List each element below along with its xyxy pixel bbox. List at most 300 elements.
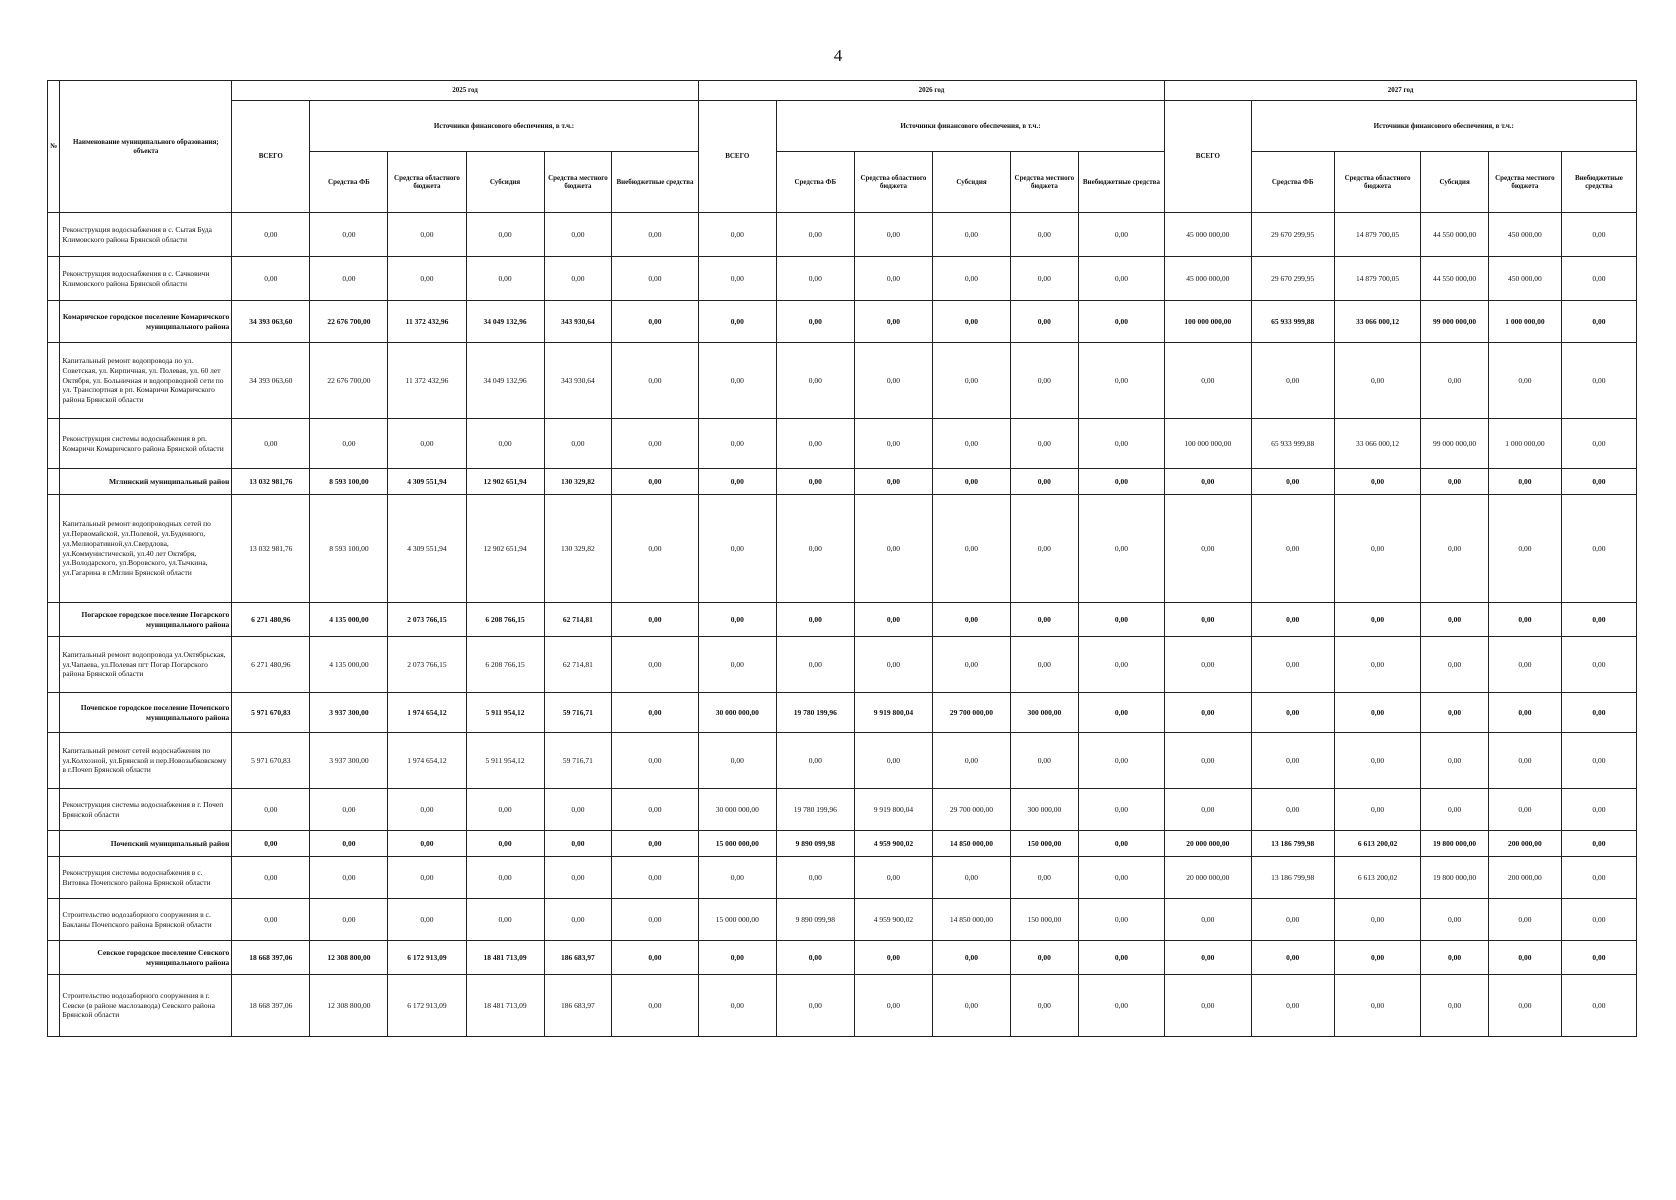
value-cell-2026-local: 0,00: [1011, 495, 1079, 603]
value-cell-2026-subsidy: 0,00: [932, 213, 1010, 257]
value-cell-2026-fb: 19 780 199,96: [776, 789, 854, 831]
col-header-regional: Средства областного бюджета: [1334, 152, 1420, 213]
value-cell-2025-subsidy: 5 911 954,12: [466, 733, 544, 789]
number-header: №: [48, 81, 60, 213]
value-cell-2026-total: 0,00: [698, 857, 776, 899]
value-cell-2025-fb: 3 937 300,00: [310, 693, 388, 733]
value-cell-2025-subsidy: 6 208 766,15: [466, 603, 544, 637]
value-cell-2025-subsidy: 0,00: [466, 857, 544, 899]
value-cell-2027-extrabudget: 0,00: [1561, 831, 1636, 857]
value-cell-2026-total: 0,00: [698, 343, 776, 419]
value-cell-2026-subsidy: 0,00: [932, 857, 1010, 899]
value-cell-2027-subsidy: 44 550 000,00: [1421, 213, 1489, 257]
value-cell-2025-total: 0,00: [232, 789, 310, 831]
value-cell-2025-subsidy: 0,00: [466, 789, 544, 831]
object-row: [48, 213, 1637, 257]
value-cell-2027-subsidy: 0,00: [1421, 941, 1489, 975]
value-cell-2026-regional: 0,00: [854, 733, 932, 789]
value-cell-2026-regional: 0,00: [854, 301, 932, 343]
value-cell-2025-subsidy: 6 208 766,15: [466, 637, 544, 693]
value-cell-2025-extrabudget: 0,00: [612, 213, 698, 257]
value-cell-2027-fb: 65 933 999,88: [1251, 301, 1334, 343]
value-cell-2025-local: 0,00: [544, 899, 612, 941]
value-cell-2026-fb: 0,00: [776, 301, 854, 343]
value-cell-2027-total: 0,00: [1165, 495, 1251, 603]
row-number-cell: [48, 733, 60, 789]
value-cell-2027-extrabudget: 0,00: [1561, 975, 1636, 1037]
value-cell-2027-total: 100 000 000,00: [1165, 301, 1251, 343]
value-cell-2025-regional: 2 073 766,15: [388, 603, 466, 637]
value-cell-2027-local: 0,00: [1488, 469, 1561, 495]
value-cell-2027-extrabudget: 0,00: [1561, 469, 1636, 495]
total-header-2027: ВСЕГО: [1165, 101, 1251, 213]
value-cell-2026-regional: 9 919 800,04: [854, 693, 932, 733]
value-cell-2025-fb: 0,00: [310, 831, 388, 857]
col-header-subsidy: Субсидия: [466, 152, 544, 213]
value-cell-2027-total: 20 000 000,00: [1165, 857, 1251, 899]
value-cell-2027-local: 0,00: [1488, 343, 1561, 419]
row-number-cell: [48, 637, 60, 693]
value-cell-2027-subsidy: 19 800 000,00: [1421, 831, 1489, 857]
value-cell-2025-subsidy: 0,00: [466, 257, 544, 301]
value-cell-2027-regional: 0,00: [1334, 637, 1420, 693]
value-cell-2026-extrabudget: 0,00: [1078, 603, 1164, 637]
value-cell-2025-subsidy: 12 902 651,94: [466, 469, 544, 495]
value-cell-2026-total: 30 000 000,00: [698, 693, 776, 733]
value-cell-2026-fb: 0,00: [776, 343, 854, 419]
value-cell-2026-extrabudget: 0,00: [1078, 693, 1164, 733]
value-cell-2026-total: 30 000 000,00: [698, 789, 776, 831]
value-cell-2027-total: 0,00: [1165, 603, 1251, 637]
object-name: Строительство водозаборного сооружения в с. Бакланы Почепского района Брянской области: [60, 899, 232, 941]
year-2027-header: 2027 год: [1165, 81, 1637, 101]
value-cell-2027-total: 45 000 000,00: [1165, 213, 1251, 257]
value-cell-2025-total: 0,00: [232, 857, 310, 899]
value-cell-2025-regional: 0,00: [388, 213, 466, 257]
municipality-name: Комаричское городское поселение Комаричского муниципального района: [60, 301, 232, 343]
value-cell-2026-fb: 0,00: [776, 495, 854, 603]
object-row: [48, 975, 1637, 1037]
value-cell-2027-local: 0,00: [1488, 789, 1561, 831]
value-cell-2027-fb: 13 186 799,98: [1251, 831, 1334, 857]
value-cell-2025-fb: 22 676 700,00: [310, 343, 388, 419]
value-cell-2027-fb: 0,00: [1251, 899, 1334, 941]
value-cell-2025-regional: 0,00: [388, 789, 466, 831]
row-number-cell: [48, 857, 60, 899]
value-cell-2027-fb: 0,00: [1251, 637, 1334, 693]
value-cell-2025-regional: 0,00: [388, 857, 466, 899]
value-cell-2026-fb: 0,00: [776, 603, 854, 637]
value-cell-2026-regional: 0,00: [854, 637, 932, 693]
value-cell-2026-local: 0,00: [1011, 301, 1079, 343]
value-cell-2027-local: 0,00: [1488, 941, 1561, 975]
value-cell-2026-local: 0,00: [1011, 975, 1079, 1037]
value-cell-2027-regional: 0,00: [1334, 603, 1420, 637]
value-cell-2027-extrabudget: 0,00: [1561, 603, 1636, 637]
value-cell-2025-fb: 12 308 800,00: [310, 941, 388, 975]
value-cell-2027-local: 450 000,00: [1488, 213, 1561, 257]
value-cell-2026-extrabudget: 0,00: [1078, 941, 1164, 975]
municipality-name: Почепский муниципальный район: [60, 831, 232, 857]
value-cell-2026-local: 0,00: [1011, 213, 1079, 257]
value-cell-2025-fb: 12 308 800,00: [310, 975, 388, 1037]
value-cell-2026-subsidy: 0,00: [932, 419, 1010, 469]
value-cell-2026-local: 300 000,00: [1011, 789, 1079, 831]
value-cell-2026-subsidy: 0,00: [932, 495, 1010, 603]
col-header-regional: Средства областного бюджета: [854, 152, 932, 213]
value-cell-2026-extrabudget: 0,00: [1078, 301, 1164, 343]
value-cell-2026-total: 0,00: [698, 301, 776, 343]
value-cell-2026-regional: 0,00: [854, 257, 932, 301]
value-cell-2025-extrabudget: 0,00: [612, 693, 698, 733]
value-cell-2026-subsidy: 0,00: [932, 343, 1010, 419]
row-number-cell: [48, 419, 60, 469]
value-cell-2026-regional: 0,00: [854, 469, 932, 495]
value-cell-2025-fb: 3 937 300,00: [310, 733, 388, 789]
value-cell-2026-regional: 0,00: [854, 343, 932, 419]
value-cell-2026-regional: 4 959 900,02: [854, 899, 932, 941]
value-cell-2025-regional: 11 372 432,96: [388, 343, 466, 419]
municipality-row: [48, 301, 1637, 343]
value-cell-2026-subsidy: 0,00: [932, 257, 1010, 301]
value-cell-2025-total: 0,00: [232, 899, 310, 941]
value-cell-2026-local: 0,00: [1011, 733, 1079, 789]
value-cell-2027-extrabudget: 0,00: [1561, 733, 1636, 789]
value-cell-2025-regional: 6 172 913,09: [388, 941, 466, 975]
sources-header-2027: Источники финансового обеспечения, в т.ч.:: [1251, 101, 1636, 152]
value-cell-2026-total: 0,00: [698, 257, 776, 301]
value-cell-2025-regional: 1 974 654,12: [388, 693, 466, 733]
value-cell-2026-fb: 0,00: [776, 857, 854, 899]
value-cell-2026-fb: 19 780 199,96: [776, 693, 854, 733]
value-cell-2026-subsidy: 29 700 000,00: [932, 789, 1010, 831]
value-cell-2026-extrabudget: 0,00: [1078, 257, 1164, 301]
sources-header-2025: Источники финансового обеспечения, в т.ч.:: [310, 101, 698, 152]
value-cell-2026-regional: 0,00: [854, 603, 932, 637]
value-cell-2026-regional: 0,00: [854, 857, 932, 899]
value-cell-2027-extrabudget: 0,00: [1561, 941, 1636, 975]
value-cell-2025-local: 0,00: [544, 831, 612, 857]
value-cell-2025-extrabudget: 0,00: [612, 419, 698, 469]
value-cell-2027-local: 0,00: [1488, 637, 1561, 693]
value-cell-2026-total: 0,00: [698, 213, 776, 257]
object-name: Реконструкция системы водоснабжения в с. Витовка Почепского района Брянской области: [60, 857, 232, 899]
value-cell-2025-extrabudget: 0,00: [612, 975, 698, 1037]
value-cell-2025-regional: 2 073 766,15: [388, 637, 466, 693]
value-cell-2026-local: 0,00: [1011, 637, 1079, 693]
value-cell-2027-extrabudget: 0,00: [1561, 343, 1636, 419]
value-cell-2026-local: 0,00: [1011, 603, 1079, 637]
object-row: [48, 899, 1637, 941]
value-cell-2025-local: 0,00: [544, 257, 612, 301]
value-cell-2027-total: 0,00: [1165, 789, 1251, 831]
value-cell-2025-fb: 0,00: [310, 257, 388, 301]
value-cell-2026-total: 0,00: [698, 941, 776, 975]
value-cell-2025-fb: 8 593 100,00: [310, 495, 388, 603]
value-cell-2025-extrabudget: 0,00: [612, 603, 698, 637]
value-cell-2027-total: 0,00: [1165, 343, 1251, 419]
value-cell-2027-subsidy: 0,00: [1421, 789, 1489, 831]
value-cell-2025-extrabudget: 0,00: [612, 941, 698, 975]
value-cell-2027-extrabudget: 0,00: [1561, 301, 1636, 343]
value-cell-2027-total: 0,00: [1165, 469, 1251, 495]
col-header-extrabudget: Внебюджетные средства: [612, 152, 698, 213]
value-cell-2026-extrabudget: 0,00: [1078, 831, 1164, 857]
value-cell-2027-regional: 6 613 200,02: [1334, 831, 1420, 857]
value-cell-2025-local: 130 329,82: [544, 495, 612, 603]
value-cell-2027-fb: 0,00: [1251, 789, 1334, 831]
object-row: [48, 495, 1637, 603]
value-cell-2027-fb: 29 670 299,95: [1251, 213, 1334, 257]
municipality-row: [48, 941, 1637, 975]
value-cell-2026-subsidy: 14 850 000,00: [932, 899, 1010, 941]
row-number-cell: [48, 213, 60, 257]
value-cell-2026-extrabudget: 0,00: [1078, 975, 1164, 1037]
value-cell-2026-regional: 9 919 800,04: [854, 789, 932, 831]
value-cell-2027-fb: 65 933 999,88: [1251, 419, 1334, 469]
value-cell-2026-extrabudget: 0,00: [1078, 343, 1164, 419]
value-cell-2027-extrabudget: 0,00: [1561, 213, 1636, 257]
value-cell-2026-fb: 0,00: [776, 975, 854, 1037]
value-cell-2026-regional: 0,00: [854, 419, 932, 469]
value-cell-2026-total: 0,00: [698, 419, 776, 469]
value-cell-2026-extrabudget: 0,00: [1078, 213, 1164, 257]
value-cell-2027-local: 0,00: [1488, 733, 1561, 789]
object-name: Строительство водозаборного сооружения в г. Севске (в районе маслозавода) Севского района Брянской области: [60, 975, 232, 1037]
value-cell-2026-subsidy: 0,00: [932, 603, 1010, 637]
value-cell-2025-fb: 0,00: [310, 899, 388, 941]
value-cell-2027-regional: 0,00: [1334, 899, 1420, 941]
value-cell-2027-local: 200 000,00: [1488, 857, 1561, 899]
value-cell-2026-extrabudget: 0,00: [1078, 857, 1164, 899]
value-cell-2027-fb: 0,00: [1251, 941, 1334, 975]
col-header-subsidy: Субсидия: [1421, 152, 1489, 213]
object-name: Реконструкция водоснабжения в с. Сачковичи Климовского района Брянской области: [60, 257, 232, 301]
value-cell-2025-local: 186 683,97: [544, 941, 612, 975]
value-cell-2027-regional: 6 613 200,02: [1334, 857, 1420, 899]
col-header-subsidy: Субсидия: [932, 152, 1010, 213]
municipality-name: Севское городское поселение Севского муниципального района: [60, 941, 232, 975]
object-row: [48, 857, 1637, 899]
value-cell-2026-regional: 0,00: [854, 213, 932, 257]
object-name: Капитальный ремонт водопроводных сетей по ул.Первомайской, ул.Полевой, ул.Буденного, ул.Мелиоративной,ул.Свердлова, ул.Коммунистической, ул.40 лет Октября, ул.Володарского, ул.Воровского, ул.Тычкина, ул.Гагарина в г.Мглин Брянской области: [60, 495, 232, 603]
funding-table: [47, 80, 1637, 1037]
value-cell-2025-subsidy: 0,00: [466, 213, 544, 257]
row-number-cell: [48, 257, 60, 301]
value-cell-2027-local: 0,00: [1488, 899, 1561, 941]
table-body: [48, 213, 1637, 1037]
municipality-row: [48, 469, 1637, 495]
value-cell-2027-subsidy: 0,00: [1421, 899, 1489, 941]
value-cell-2027-subsidy: 99 000 000,00: [1421, 301, 1489, 343]
value-cell-2025-total: 13 032 981,76: [232, 495, 310, 603]
value-cell-2025-extrabudget: 0,00: [612, 343, 698, 419]
value-cell-2027-extrabudget: 0,00: [1561, 789, 1636, 831]
value-cell-2026-subsidy: 0,00: [932, 733, 1010, 789]
value-cell-2025-fb: 0,00: [310, 213, 388, 257]
value-cell-2025-total: 18 668 397,06: [232, 941, 310, 975]
value-cell-2025-extrabudget: 0,00: [612, 899, 698, 941]
value-cell-2027-regional: 0,00: [1334, 495, 1420, 603]
value-cell-2025-total: 0,00: [232, 257, 310, 301]
col-header-fb: Средства ФБ: [776, 152, 854, 213]
value-cell-2027-fb: 0,00: [1251, 343, 1334, 419]
value-cell-2025-local: 0,00: [544, 789, 612, 831]
municipality-row: [48, 831, 1637, 857]
object-row: [48, 789, 1637, 831]
object-row: [48, 343, 1637, 419]
value-cell-2027-fb: 0,00: [1251, 975, 1334, 1037]
value-cell-2025-extrabudget: 0,00: [612, 257, 698, 301]
value-cell-2025-fb: 0,00: [310, 789, 388, 831]
value-cell-2027-subsidy: 0,00: [1421, 637, 1489, 693]
municipality-row: [48, 693, 1637, 733]
value-cell-2027-local: 1 000 000,00: [1488, 301, 1561, 343]
row-number-cell: [48, 941, 60, 975]
value-cell-2026-subsidy: 0,00: [932, 941, 1010, 975]
value-cell-2026-fb: 0,00: [776, 469, 854, 495]
table-header: [48, 81, 1637, 213]
value-cell-2026-extrabudget: 0,00: [1078, 419, 1164, 469]
value-cell-2026-total: 0,00: [698, 469, 776, 495]
value-cell-2027-fb: 0,00: [1251, 495, 1334, 603]
value-cell-2026-extrabudget: 0,00: [1078, 495, 1164, 603]
value-cell-2027-extrabudget: 0,00: [1561, 693, 1636, 733]
value-cell-2025-fb: 22 676 700,00: [310, 301, 388, 343]
value-cell-2026-extrabudget: 0,00: [1078, 637, 1164, 693]
object-row: [48, 637, 1637, 693]
value-cell-2025-regional: 0,00: [388, 831, 466, 857]
value-cell-2025-extrabudget: 0,00: [612, 301, 698, 343]
value-cell-2027-regional: 0,00: [1334, 941, 1420, 975]
value-cell-2027-extrabudget: 0,00: [1561, 857, 1636, 899]
value-cell-2026-fb: 0,00: [776, 941, 854, 975]
value-cell-2026-extrabudget: 0,00: [1078, 899, 1164, 941]
value-cell-2025-extrabudget: 0,00: [612, 495, 698, 603]
col-header-local: Средства местного бюджета: [1488, 152, 1561, 213]
object-row: [48, 419, 1637, 469]
value-cell-2027-total: 0,00: [1165, 899, 1251, 941]
value-cell-2025-local: 343 930,64: [544, 343, 612, 419]
value-cell-2027-fb: 29 670 299,95: [1251, 257, 1334, 301]
value-cell-2025-total: 13 032 981,76: [232, 469, 310, 495]
value-cell-2025-fb: 0,00: [310, 857, 388, 899]
row-number-cell: [48, 789, 60, 831]
value-cell-2025-subsidy: 0,00: [466, 899, 544, 941]
object-row: [48, 257, 1637, 301]
value-cell-2027-extrabudget: 0,00: [1561, 637, 1636, 693]
value-cell-2027-subsidy: 44 550 000,00: [1421, 257, 1489, 301]
value-cell-2025-total: 5 971 670,83: [232, 693, 310, 733]
value-cell-2026-fb: 0,00: [776, 733, 854, 789]
value-cell-2027-regional: 14 879 700,05: [1334, 257, 1420, 301]
value-cell-2025-total: 6 271 480,96: [232, 637, 310, 693]
value-cell-2026-local: 0,00: [1011, 857, 1079, 899]
value-cell-2025-subsidy: 34 049 132,96: [466, 301, 544, 343]
value-cell-2026-local: 0,00: [1011, 469, 1079, 495]
object-name: Капитальный ремонт водопровода ул.Октябрьская, ул.Чапаева, ул.Полевая пгт Погар Погарского района Брянской области: [60, 637, 232, 693]
value-cell-2027-regional: 0,00: [1334, 733, 1420, 789]
name-header: Наименование муниципального образования; объекта: [60, 81, 232, 213]
value-cell-2025-subsidy: 18 481 713,09: [466, 941, 544, 975]
object-name: Реконструкция системы водоснабжения в г. Почеп Брянской области: [60, 789, 232, 831]
value-cell-2025-total: 5 971 670,83: [232, 733, 310, 789]
value-cell-2026-total: 0,00: [698, 495, 776, 603]
value-cell-2025-subsidy: 0,00: [466, 419, 544, 469]
value-cell-2025-local: 0,00: [544, 857, 612, 899]
object-name: Реконструкция водоснабжения в с. Сытая Буда Климовского района Брянской области: [60, 213, 232, 257]
value-cell-2027-extrabudget: 0,00: [1561, 257, 1636, 301]
col-header-fb: Средства ФБ: [1251, 152, 1334, 213]
value-cell-2026-local: 150 000,00: [1011, 899, 1079, 941]
object-name: Капитальный ремонт водопровода по ул. Советская, ул. Кирпичная, ул. Полевая, ул. 60 лет Октября, ул. Больничная и водопроводной сети по ул. Транспортная в рп. Комаричи Комаричского района Брянской области: [60, 343, 232, 419]
value-cell-2025-extrabudget: 0,00: [612, 831, 698, 857]
value-cell-2027-extrabudget: 0,00: [1561, 419, 1636, 469]
value-cell-2026-fb: 0,00: [776, 419, 854, 469]
value-cell-2027-fb: 0,00: [1251, 693, 1334, 733]
value-cell-2025-regional: 0,00: [388, 257, 466, 301]
value-cell-2027-subsidy: 0,00: [1421, 975, 1489, 1037]
value-cell-2025-total: 34 393 063,60: [232, 343, 310, 419]
object-row: [48, 733, 1637, 789]
value-cell-2025-local: 62 714,81: [544, 637, 612, 693]
value-cell-2027-regional: 33 066 000,12: [1334, 301, 1420, 343]
row-number-cell: [48, 899, 60, 941]
value-cell-2027-subsidy: 99 000 000,00: [1421, 419, 1489, 469]
value-cell-2026-subsidy: 29 700 000,00: [932, 693, 1010, 733]
value-cell-2025-subsidy: 18 481 713,09: [466, 975, 544, 1037]
value-cell-2026-extrabudget: 0,00: [1078, 733, 1164, 789]
value-cell-2026-extrabudget: 0,00: [1078, 469, 1164, 495]
value-cell-2027-local: 0,00: [1488, 693, 1561, 733]
row-number-cell: [48, 469, 60, 495]
value-cell-2026-subsidy: 14 850 000,00: [932, 831, 1010, 857]
row-number-cell: [48, 495, 60, 603]
value-cell-2025-extrabudget: 0,00: [612, 789, 698, 831]
value-cell-2026-regional: 0,00: [854, 495, 932, 603]
value-cell-2027-local: 1 000 000,00: [1488, 419, 1561, 469]
value-cell-2026-regional: 0,00: [854, 975, 932, 1037]
value-cell-2027-regional: 33 066 000,12: [1334, 419, 1420, 469]
total-header-2025: ВСЕГО: [232, 101, 310, 213]
value-cell-2025-total: 0,00: [232, 419, 310, 469]
col-header-fb: Средства ФБ: [310, 152, 388, 213]
value-cell-2026-subsidy: 0,00: [932, 975, 1010, 1037]
value-cell-2027-local: 0,00: [1488, 603, 1561, 637]
value-cell-2027-extrabudget: 0,00: [1561, 899, 1636, 941]
value-cell-2026-subsidy: 0,00: [932, 469, 1010, 495]
value-cell-2025-subsidy: 5 911 954,12: [466, 693, 544, 733]
value-cell-2025-total: 0,00: [232, 213, 310, 257]
value-cell-2025-local: 130 329,82: [544, 469, 612, 495]
value-cell-2027-regional: 0,00: [1334, 693, 1420, 733]
value-cell-2026-subsidy: 0,00: [932, 301, 1010, 343]
value-cell-2025-subsidy: 12 902 651,94: [466, 495, 544, 603]
col-header-extrabudget: Внебюджетные средства: [1078, 152, 1164, 213]
value-cell-2027-total: 0,00: [1165, 637, 1251, 693]
value-cell-2025-total: 34 393 063,60: [232, 301, 310, 343]
value-cell-2027-regional: 0,00: [1334, 975, 1420, 1037]
value-cell-2025-subsidy: 0,00: [466, 831, 544, 857]
value-cell-2027-local: 200 000,00: [1488, 831, 1561, 857]
col-header-extrabudget: Внебюджетные средства: [1561, 152, 1636, 213]
municipality-name: Почепское городское поселение Почепского муниципального района: [60, 693, 232, 733]
value-cell-2027-regional: 0,00: [1334, 789, 1420, 831]
col-header-regional: Средства областного бюджета: [388, 152, 466, 213]
value-cell-2027-subsidy: 0,00: [1421, 495, 1489, 603]
value-cell-2026-local: 0,00: [1011, 257, 1079, 301]
value-cell-2026-fb: 0,00: [776, 257, 854, 301]
